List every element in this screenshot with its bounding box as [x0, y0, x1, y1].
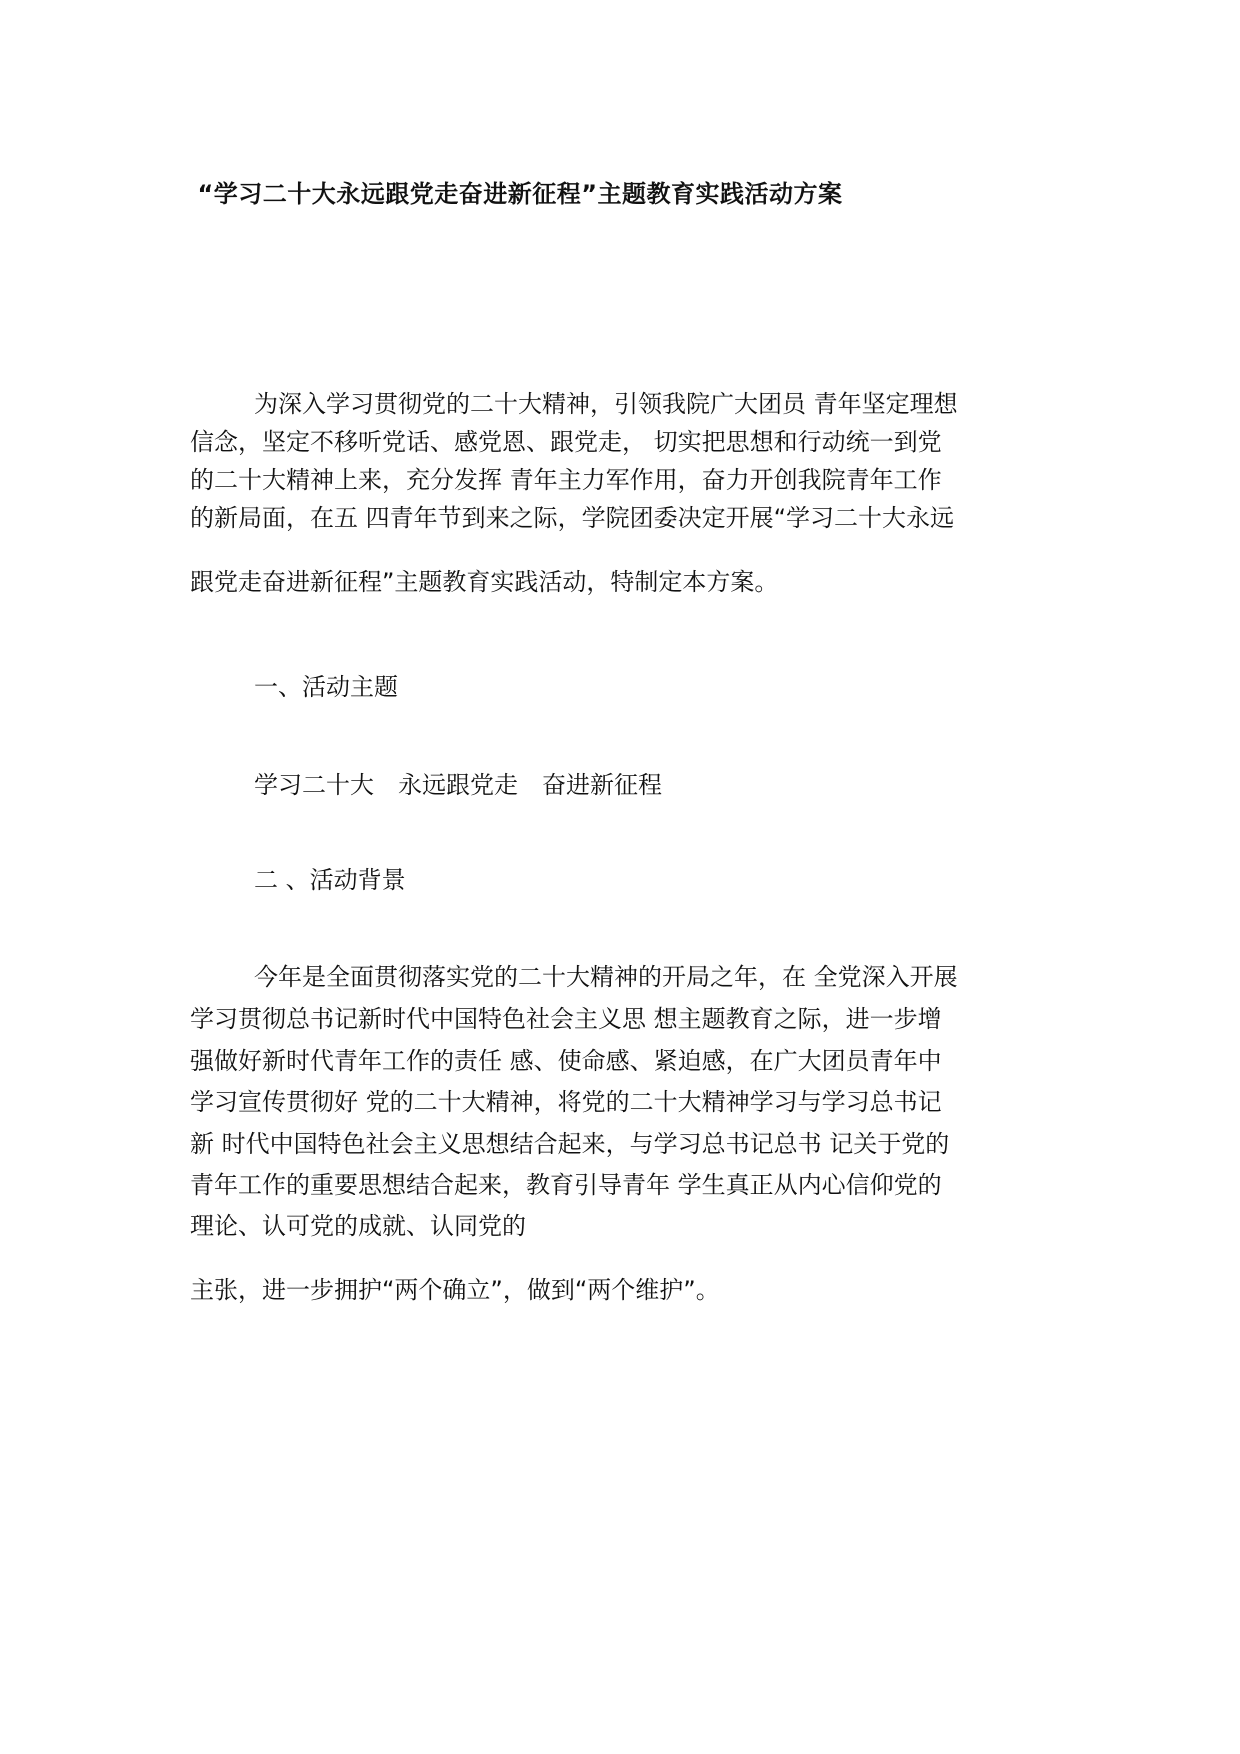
- section2-heading: 二 、活动背景: [254, 866, 406, 894]
- closing-line: 主张，进一步拥护“两个确立”，做到“两个维护”。: [190, 1276, 720, 1304]
- background-line-1: 今年是全面贯彻落实党的二十大精神的开局之年，在 全党深入开展: [254, 963, 958, 991]
- intro-line-4: 的新局面，在五 四青年节到来之际，学院团委决定开展“学习二十大永远: [190, 504, 955, 532]
- section1-heading: 一、活动主题: [254, 673, 398, 701]
- intro-line-2: 信念，坚定不移听党话、感党恩、跟党走， 切实把思想和行动统一到党: [190, 428, 942, 456]
- intro-line-5: 跟党走奋进新征程”主题教育实践活动，特制定本方案。: [190, 568, 779, 596]
- intro-line-3: 的二十大精神上来，充分发挥 青年主力军作用，奋力开创我院青年工作: [190, 466, 942, 494]
- intro-line-1: 为深入学习贯彻党的二十大精神，引领我院广大团员 青年坚定理想: [254, 390, 958, 418]
- background-line-7: 理论、认可党的成就、认同党的: [190, 1212, 526, 1240]
- background-line-5: 新 时代中国特色社会主义思想结合起来，与学习总书记总书 记关于党的: [190, 1130, 950, 1158]
- document-title: “学习二十大永远跟党走奋进新征程”主题教育实践活动方案: [197, 180, 843, 208]
- section1-theme: 学习二十大 永远跟党走 奋进新征程: [254, 771, 662, 799]
- background-line-4: 学习宣传贯彻好 党的二十大精神，将党的二十大精神学习与学习总书记: [190, 1088, 942, 1116]
- background-line-2: 学习贯彻总书记新时代中国特色社会主义思 想主题教育之际，进一步增: [190, 1005, 942, 1033]
- background-line-3: 强做好新时代青年工作的责任 感、使命感、紧迫感，在广大团员青年中: [190, 1047, 942, 1075]
- background-line-6: 青年工作的重要思想结合起来，教育引导青年 学生真正从内心信仰党的: [190, 1171, 942, 1199]
